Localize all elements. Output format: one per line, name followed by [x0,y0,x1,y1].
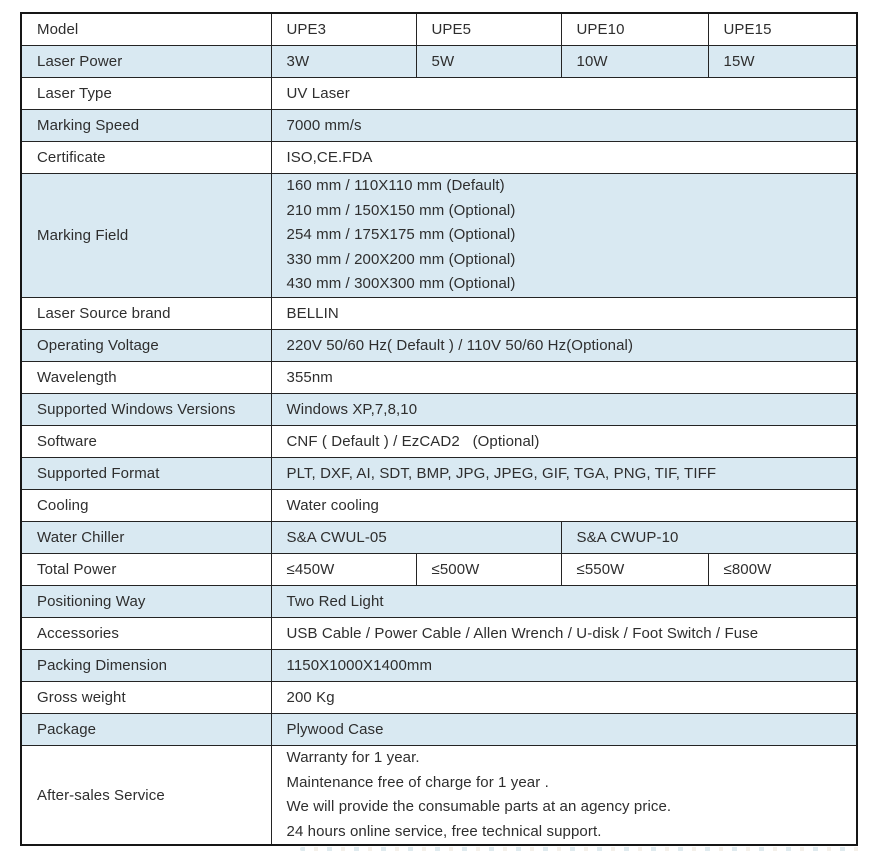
row-value: ISO,CE.FDA [271,142,857,174]
row-value: CNF ( Default ) / EzCAD2 (Optional) [271,425,857,457]
row-value: ≤500W [416,553,561,585]
row-value: UPE15 [708,13,857,46]
row-value: PLT, DXF, AI, SDT, BMP, JPG, JPEG, GIF, TGA, PNG, TIF, TIFF [271,457,857,489]
row-value: ≤550W [561,553,708,585]
row-value: BELLIN [271,297,857,329]
row-label: After-sales Service [21,745,271,845]
table-row [21,425,857,457]
table-row [21,745,857,845]
row-label: Laser Power [21,46,271,78]
spec-table-container [20,12,858,846]
row-value: Water cooling [271,489,857,521]
value-line: 210 mm / 150X150 mm (Optional) [286,201,516,219]
table-row [21,361,857,393]
row-value: 355nm [271,361,857,393]
row-value: Windows XP,7,8,10 [271,393,857,425]
scan-artifact [300,847,860,851]
table-row [21,174,857,298]
value-line: 330 mm / 200X200 mm (Optional) [286,250,516,268]
row-label: Package [21,713,271,745]
row-value: UPE3 [271,13,416,46]
value-line: 430 mm / 300X300 mm (Optional) [286,275,516,293]
table-row [21,329,857,361]
row-label: Supported Format [21,457,271,489]
row-value: 1150X1000X1400mm [271,649,857,681]
row-value: USB Cable / Power Cable / Allen Wrench / U-disk / Foot Switch / Fuse [271,617,857,649]
row-value [271,745,857,845]
row-label: Operating Voltage [21,329,271,361]
row-value: Two Red Light [271,585,857,617]
row-label: Cooling [21,489,271,521]
row-value: 15W [708,46,857,78]
table-row [21,393,857,425]
table-row [21,46,857,78]
table-row [21,142,857,174]
value-line: 254 mm / 175X175 mm (Optional) [286,226,516,244]
row-label: Packing Dimension [21,649,271,681]
row-value: 200 Kg [271,681,857,713]
row-label: Wavelength [21,361,271,393]
row-value: Plywood Case [271,713,857,745]
row-label: Software [21,425,271,457]
row-value: ≤800W [708,553,857,585]
row-label: Certificate [21,142,271,174]
spec-table-body [21,13,857,845]
row-label: Marking Speed [21,110,271,142]
table-row [21,457,857,489]
row-value: 5W [416,46,561,78]
row-label: Supported Windows Versions [21,393,271,425]
table-row [21,78,857,110]
row-label: Accessories [21,617,271,649]
value-line: Warranty for 1 year. [286,748,420,766]
value-line: Maintenance free of charge for 1 year . [286,773,549,791]
row-value: 10W [561,46,708,78]
table-row [21,649,857,681]
table-row [21,489,857,521]
table-row [21,297,857,329]
row-label: Model [21,13,271,46]
row-label: Laser Type [21,78,271,110]
value-line: 24 hours online service, free technical support. [286,822,602,840]
table-row [21,617,857,649]
value-line: 160 mm / 110X110 mm (Default) [286,177,505,194]
table-row [21,110,857,142]
row-value: S&A CWUP-10 [561,521,857,553]
row-label: Gross weight [21,681,271,713]
table-row [21,585,857,617]
table-row [21,553,857,585]
row-value: ≤450W [271,553,416,585]
row-label: Laser Source brand [21,297,271,329]
row-value: UV Laser [271,78,857,110]
table-row [21,521,857,553]
row-value [271,174,857,298]
row-value: UPE10 [561,13,708,46]
row-label: Total Power [21,553,271,585]
table-row [21,13,857,46]
row-value: S&A CWUL-05 [271,521,561,553]
row-value: 7000 mm/s [271,110,857,142]
row-label: Positioning Way [21,585,271,617]
table-row [21,713,857,745]
row-value: 3W [271,46,416,78]
row-label: Marking Field [21,174,271,298]
row-label: Water Chiller [21,521,271,553]
row-value: 220V 50/60 Hz( Default ) / 110V 50/60 Hz(Optional) [271,329,857,361]
row-value: UPE5 [416,13,561,46]
spec-table [20,12,858,846]
table-row [21,681,857,713]
value-line: We will provide the consumable parts at an agency price. [286,798,672,816]
